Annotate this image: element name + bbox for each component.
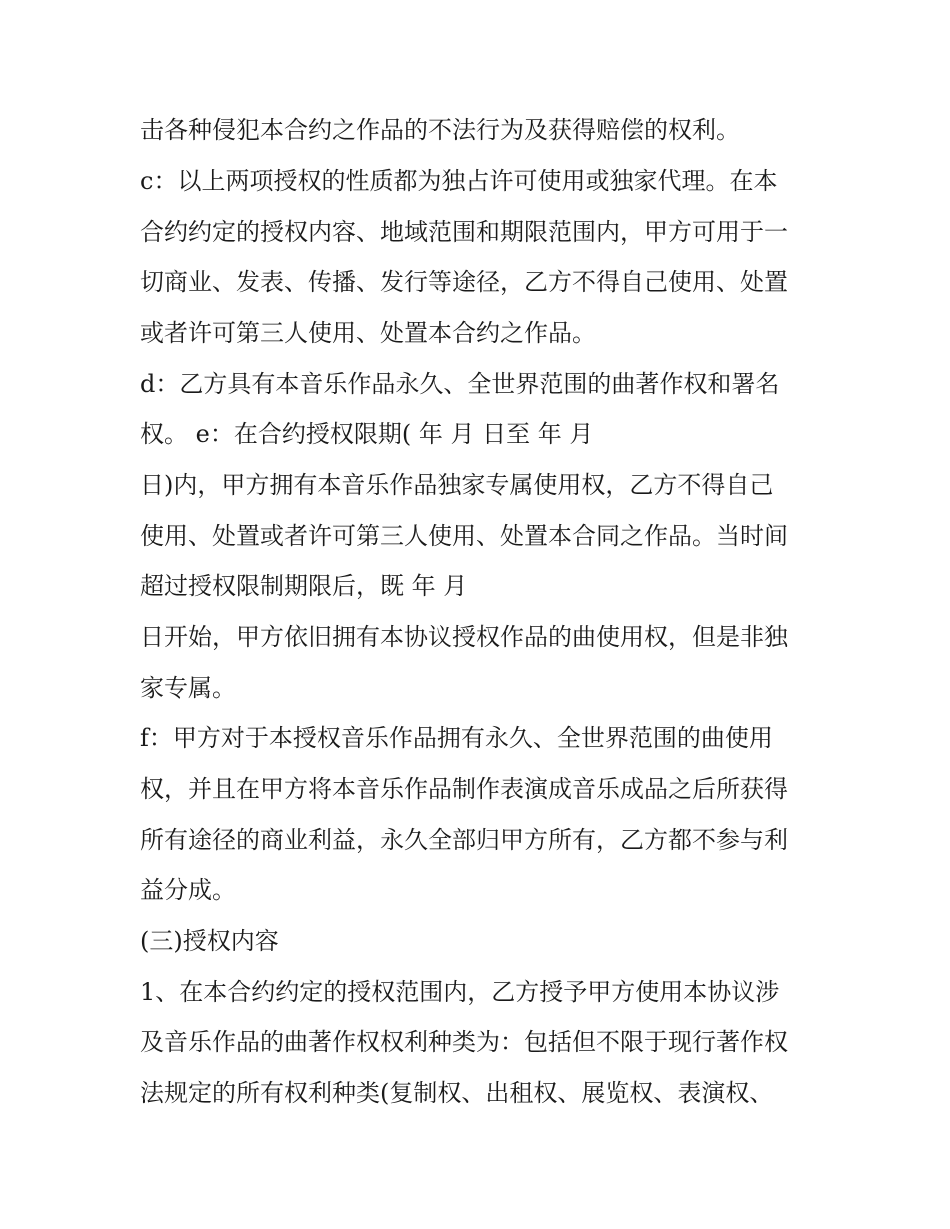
section-heading: (三)授权内容 <box>140 927 279 955</box>
text-line: 日开始，甲方依旧拥有本协议授权作品的曲使用权，但是非独 <box>140 623 788 651</box>
text-line: 及音乐作品的曲著作权权利种类为：包括但不限于现行著作权 <box>140 1028 788 1056</box>
text-line: 权，并且在甲方将本音乐作品制作表演成音乐成品之后所获得 <box>140 775 788 803</box>
text-line: 益分成。 <box>140 876 236 904</box>
text-line: 切商业、发表、传播、发行等途径，乙方不得自己使用、处置 <box>140 268 788 296</box>
text-line: c：以上两项授权的性质都为独占许可使用或独家代理。在本 <box>140 167 778 195</box>
text-line: 或者许可第三人使用、处置本合约之作品。 <box>140 319 596 347</box>
text-line: 日)内，甲方拥有本音乐作品独家专属使用权，乙方不得自己 <box>140 471 774 499</box>
text-line: 合约约定的授权内容、地域范围和期限范围内，甲方可用于一 <box>140 218 788 246</box>
text-line: 权。 e：在合约授权限期( 年 月 日至 年 月 <box>140 420 594 448</box>
text-line: f：甲方对于本授权音乐作品拥有永久、全世界范围的曲使用 <box>140 724 773 752</box>
text-line: 1、在本合约约定的授权范围内，乙方授予甲方使用本协议涉 <box>140 978 780 1006</box>
text-line: 所有途径的商业利益，永久全部归甲方所有，乙方都不参与利 <box>140 826 788 854</box>
text-line: 击各种侵犯本合约之作品的不法行为及获得赔偿的权利。 <box>140 116 740 144</box>
text-line: 法规定的所有权利种类(复制权、出租权、展览权、表演权、 <box>140 1079 774 1107</box>
text-line: 使用、处置或者许可第三人使用、处置本合同之作品。当时间 <box>140 522 788 550</box>
text-line: d：乙方具有本音乐作品永久、全世界范围的曲著作权和署名 <box>140 370 780 398</box>
text-line: 家专属。 <box>140 674 236 702</box>
text-line: 超过授权限制期限后，既 年 月 <box>140 572 468 600</box>
